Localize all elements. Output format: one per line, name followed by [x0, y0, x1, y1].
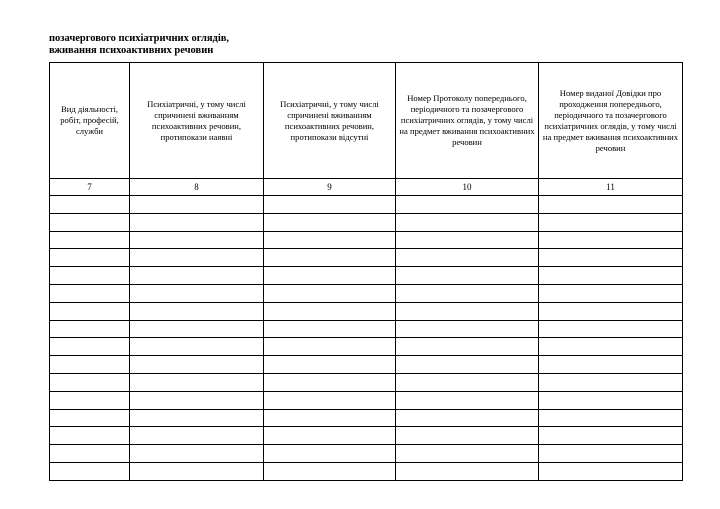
table-row: [50, 213, 683, 231]
table-cell[interactable]: [50, 427, 130, 445]
table-cell[interactable]: [396, 462, 539, 480]
table-cell[interactable]: [396, 320, 539, 338]
table-cell[interactable]: [130, 391, 264, 409]
table-cell[interactable]: [130, 409, 264, 427]
table-cell[interactable]: [130, 196, 264, 214]
table-cell[interactable]: [130, 338, 264, 356]
table-cell[interactable]: [396, 391, 539, 409]
column-number-9: 9: [264, 179, 396, 196]
table-cell[interactable]: [50, 338, 130, 356]
table-cell[interactable]: [264, 213, 396, 231]
table-cell[interactable]: [264, 427, 396, 445]
table-cell[interactable]: [130, 320, 264, 338]
table-cell[interactable]: [50, 267, 130, 285]
column-number-8: 8: [130, 179, 264, 196]
table-cell[interactable]: [264, 445, 396, 463]
table-cell[interactable]: [130, 445, 264, 463]
table-cell[interactable]: [396, 249, 539, 267]
table-row: [50, 391, 683, 409]
table-row: [50, 249, 683, 267]
header-cell-certificate-number: Номер виданої Довідки про проходження попереднього, періодичного та позачергового психіатричних оглядів, у тому числі на предмет вживання психоактивних речовин: [539, 63, 683, 179]
table-cell[interactable]: [130, 356, 264, 374]
table-cell[interactable]: [50, 409, 130, 427]
table-cell[interactable]: [264, 320, 396, 338]
table-cell[interactable]: [539, 249, 683, 267]
table-cell[interactable]: [539, 284, 683, 302]
table-cell[interactable]: [50, 320, 130, 338]
table-row: [50, 445, 683, 463]
table-cell[interactable]: [396, 284, 539, 302]
table-row: [50, 427, 683, 445]
table-cell[interactable]: [264, 391, 396, 409]
document-title: [49, 33, 229, 57]
register-table: [49, 62, 683, 481]
table-cell[interactable]: [539, 338, 683, 356]
table-cell[interactable]: [130, 427, 264, 445]
table-cell[interactable]: [50, 373, 130, 391]
table-row: [50, 284, 683, 302]
table-cell[interactable]: [539, 213, 683, 231]
table-row: [50, 409, 683, 427]
table-cell[interactable]: [130, 302, 264, 320]
table-cell[interactable]: [396, 338, 539, 356]
table-cell[interactable]: [264, 284, 396, 302]
table-cell[interactable]: [539, 302, 683, 320]
table-cell[interactable]: [50, 391, 130, 409]
table-cell[interactable]: [539, 196, 683, 214]
table-cell[interactable]: [396, 213, 539, 231]
table-cell[interactable]: [396, 267, 539, 285]
table-cell[interactable]: [264, 373, 396, 391]
header-cell-activity: Вид діяльності, робіт, професій, служби: [50, 63, 130, 179]
table-cell[interactable]: [264, 267, 396, 285]
table-cell[interactable]: [539, 267, 683, 285]
table-cell[interactable]: [130, 267, 264, 285]
table-cell[interactable]: [264, 196, 396, 214]
table-row: [50, 302, 683, 320]
table-cell[interactable]: [130, 373, 264, 391]
table-cell[interactable]: [539, 356, 683, 374]
table-cell[interactable]: [396, 231, 539, 249]
table-cell[interactable]: [396, 373, 539, 391]
table-cell[interactable]: [130, 231, 264, 249]
table-cell[interactable]: [130, 284, 264, 302]
table-cell[interactable]: [50, 445, 130, 463]
title-line-2: вживання психоактивних речовин: [49, 45, 214, 56]
table-cell[interactable]: [539, 320, 683, 338]
table-row: [50, 320, 683, 338]
table-cell[interactable]: [50, 356, 130, 374]
table-cell[interactable]: [396, 356, 539, 374]
table-cell[interactable]: [396, 427, 539, 445]
table-cell[interactable]: [396, 409, 539, 427]
table-row: [50, 267, 683, 285]
table-row: [50, 196, 683, 214]
header-cell-contraindications-present: Психіатричні, у тому числі спричинені вживанням психоактивних речовин, протипокази наявні: [130, 63, 264, 179]
table-cell[interactable]: [264, 231, 396, 249]
table-cell[interactable]: [264, 338, 396, 356]
table-row: [50, 338, 683, 356]
table-row: [50, 373, 683, 391]
table-cell[interactable]: [50, 249, 130, 267]
table-row: [50, 356, 683, 374]
table-cell[interactable]: [264, 356, 396, 374]
title-line-1: позачергового психіатричних оглядів,: [49, 33, 230, 44]
column-number-row: [50, 179, 683, 196]
table-cell[interactable]: [130, 213, 264, 231]
column-number-7: 7: [50, 179, 130, 196]
table-cell[interactable]: [396, 302, 539, 320]
table-cell[interactable]: [539, 231, 683, 249]
table-cell[interactable]: [130, 462, 264, 480]
table-cell[interactable]: [264, 249, 396, 267]
header-cell-contraindications-absent: Психіатричні, у тому числі спричинені вживанням психоактивних речовин, протипокази відсутні: [264, 63, 396, 179]
header-row: [50, 63, 683, 179]
table-cell[interactable]: [264, 409, 396, 427]
table-cell[interactable]: [539, 409, 683, 427]
table-cell[interactable]: [539, 462, 683, 480]
column-number-11: 11: [539, 179, 683, 196]
table-row: [50, 462, 683, 480]
table-cell[interactable]: [264, 462, 396, 480]
table-cell[interactable]: [539, 445, 683, 463]
table-row: [50, 231, 683, 249]
table-cell[interactable]: [264, 302, 396, 320]
table-cell[interactable]: [539, 427, 683, 445]
table-cell[interactable]: [396, 196, 539, 214]
column-number-10: 10: [396, 179, 539, 196]
table-cell[interactable]: [50, 462, 130, 480]
table-cell[interactable]: [50, 196, 130, 214]
table-cell[interactable]: [50, 213, 130, 231]
table-cell[interactable]: [50, 302, 130, 320]
table-cell[interactable]: [50, 284, 130, 302]
table-cell[interactable]: [396, 445, 539, 463]
table-cell[interactable]: [539, 391, 683, 409]
header-cell-protocol-number: Номер Протоколу попереднього, періодичного та позачергового психіатричних оглядів, у тому числі на предмет вживання психоактивних речовин: [396, 63, 539, 179]
table-cell[interactable]: [130, 249, 264, 267]
table-cell[interactable]: [539, 373, 683, 391]
table-cell[interactable]: [50, 231, 130, 249]
